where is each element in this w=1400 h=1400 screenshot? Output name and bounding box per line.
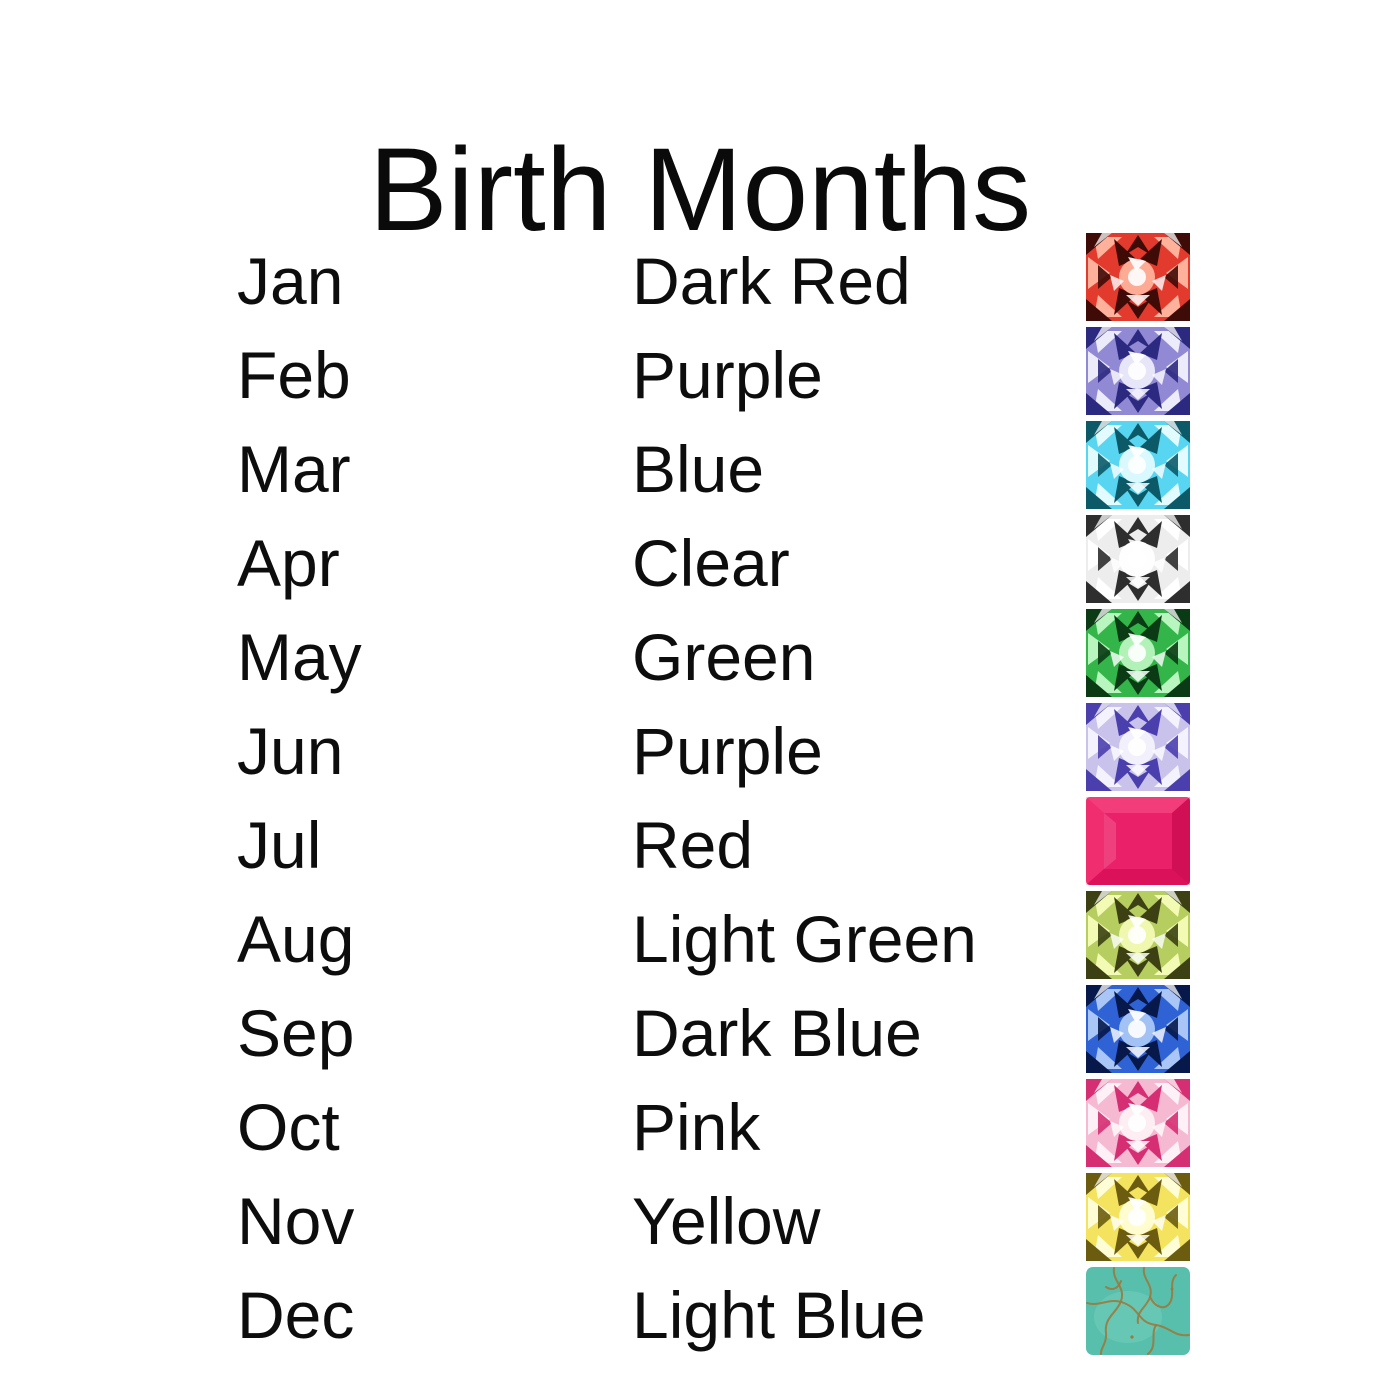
color-name-label: Dark Red (632, 243, 911, 318)
table-row (0, 982, 1400, 1076)
table-row (0, 606, 1400, 700)
color-name-label: Blue (632, 431, 765, 506)
color-name-label: Green (632, 619, 816, 694)
month-label: May (237, 619, 362, 694)
table-row (0, 324, 1400, 418)
alexandrite-gem-icon (1086, 703, 1190, 791)
birth-month-table (0, 230, 1400, 1358)
table-row (0, 888, 1400, 982)
emerald-gem-icon (1086, 609, 1190, 697)
ruby-gem-icon (1086, 797, 1190, 885)
table-row (0, 1264, 1400, 1358)
month-label: Apr (237, 525, 340, 600)
amethyst-gem-icon (1086, 327, 1190, 415)
color-name-label: Dark Blue (632, 995, 922, 1070)
month-label: Jun (237, 713, 344, 788)
aquamarine-gem-icon (1086, 421, 1190, 509)
color-name-label: Clear (632, 525, 790, 600)
month-label: Aug (237, 901, 355, 976)
month-label: Feb (237, 337, 351, 412)
month-label: Sep (237, 995, 355, 1070)
color-name-label: Light Blue (632, 1277, 926, 1352)
color-name-label: Purple (632, 713, 823, 788)
month-label: Oct (237, 1089, 340, 1164)
table-row (0, 418, 1400, 512)
turquoise-gem-icon (1086, 1267, 1190, 1355)
color-name-label: Purple (632, 337, 823, 412)
month-label: Jul (237, 807, 322, 882)
table-row (0, 230, 1400, 324)
table-row (0, 700, 1400, 794)
month-label: Mar (237, 431, 351, 506)
month-label: Jan (237, 243, 344, 318)
color-name-label: Red (632, 807, 754, 882)
table-row (0, 794, 1400, 888)
table-row (0, 1076, 1400, 1170)
table-row (0, 1170, 1400, 1264)
color-name-label: Light Green (632, 901, 977, 976)
table-row (0, 512, 1400, 606)
color-name-label: Pink (632, 1089, 761, 1164)
citrine-gem-icon (1086, 1173, 1190, 1261)
garnet-gem-icon (1086, 233, 1190, 321)
page-title: Birth Months (368, 124, 1032, 257)
color-name-label: Yellow (632, 1183, 821, 1258)
tourmaline-gem-icon (1086, 1079, 1190, 1167)
peridot-gem-icon (1086, 891, 1190, 979)
month-label: Nov (237, 1183, 355, 1258)
diamond-gem-icon (1086, 515, 1190, 603)
sapphire-gem-icon (1086, 985, 1190, 1073)
month-label: Dec (237, 1277, 355, 1352)
